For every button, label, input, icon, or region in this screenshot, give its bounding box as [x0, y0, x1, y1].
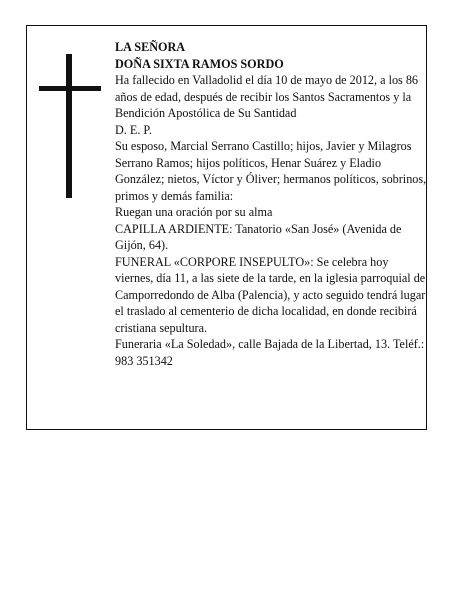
cross-vertical-bar: [66, 54, 72, 198]
funeral-home-info: Funeraria «La Soledad», calle Bajada de la Libertad, 13. Teléf.: 983 351342: [115, 337, 425, 368]
obituary-text: [115, 39, 427, 369]
latin-cross-icon: [39, 54, 101, 198]
deceased-name: DOÑA SIXTA RAMOS SORDO: [115, 56, 284, 71]
family-list: Su esposo, Marcial Serrano Castillo; hijos, Javier y Milagros Serrano Ramos; hijos políticos, Henar Suárez y Eladio González; nietos, Víctor y Óliver; hermanos políticos, sobrinos, primos y demás familia:: [115, 139, 427, 203]
rest-in-peace: D. E. P.: [115, 122, 152, 137]
cross-horizontal-bar: [39, 86, 101, 91]
death-statement: Ha fallecido en Valladolid el día 10 de mayo de 2012, a los 86 años de edad, después de recibir los Santos Sacramentos y la Bendición Apostólica de Su Santidad: [115, 73, 419, 120]
heading-title: LA SEÑORA: [115, 40, 186, 54]
obituary-notice: [26, 25, 427, 430]
prayer-request: Ruegan una oración por su alma: [115, 205, 273, 219]
chapel-info: CAPILLA ARDIENTE: Tanatorio «San José» (Avenida de Gijón, 64).: [115, 221, 402, 252]
funeral-info: FUNERAL «CORPORE INSEPULTO»: Se celebra hoy viernes, día 11, a las siete de la tarde, en la iglesia parroquial de Camporredondo de Alba (Palencia), y acto seguido tendrá lugar el traslado al cementerio de dicha localidad, en donde recibirá cristiana sepultura.: [115, 254, 426, 335]
